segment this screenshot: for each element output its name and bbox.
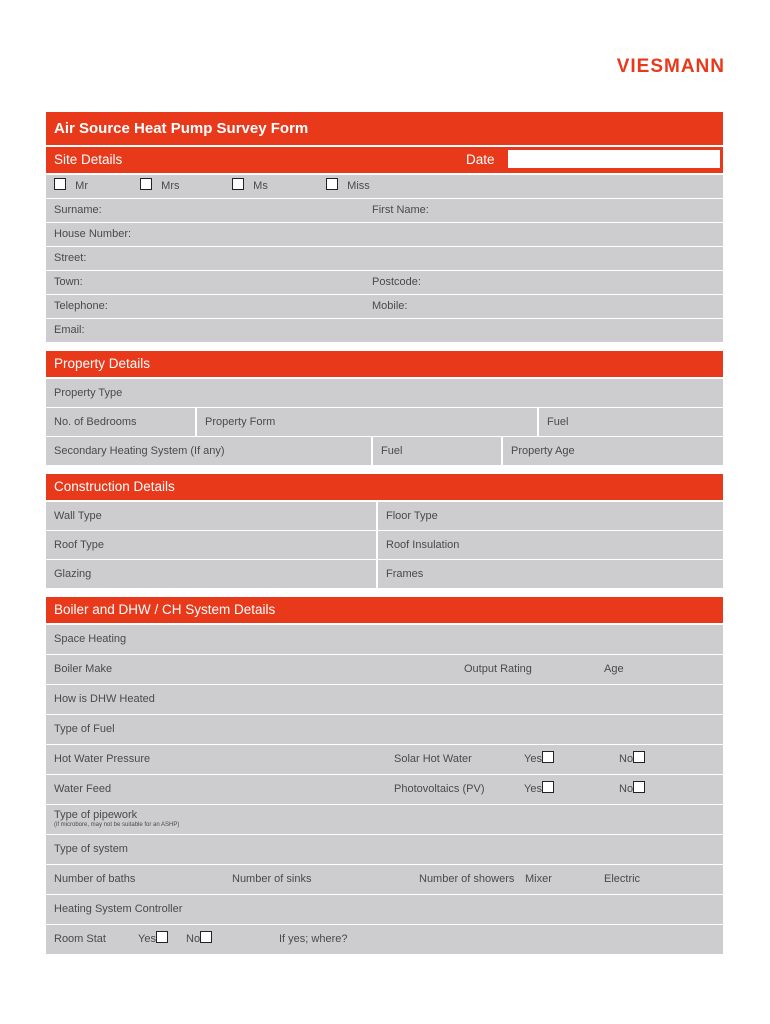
secondary-heating-row [46,437,723,465]
wall-row [46,502,723,530]
postcode-label: Postcode: [372,276,421,288]
controller-label: Heating System Controller [54,903,183,915]
title-row [46,175,723,198]
room-stat-no-option[interactable]: No [178,925,212,954]
street-row[interactable] [46,247,723,270]
boiler-make-label: Boiler Make [54,663,113,675]
glazing-cell[interactable]: Glazing [54,568,92,580]
system-type-row[interactable] [46,835,723,864]
checkbox-icon[interactable] [542,781,554,793]
mixer-label: Mixer [525,873,552,885]
property-form-cell[interactable]: Property Form [195,408,537,436]
frames-cell[interactable]: Frames [376,560,723,588]
wall-type-cell[interactable]: Wall Type [54,510,102,522]
telephone-row[interactable] [46,295,723,318]
room-stat-yes-option[interactable]: Yes [130,925,168,954]
showers-label: Number of showers [419,873,515,885]
space-heating-row[interactable] [46,625,723,654]
house-number-label: House Number: [54,228,132,240]
secondary-fuel-cell[interactable]: Fuel [371,437,501,465]
pv-yes-option[interactable]: Yes [516,775,554,804]
pv-label: Photovoltaics (PV) [394,783,485,795]
viessmann-logo: VIESMANN [616,56,725,77]
roof-type-cell[interactable]: Roof Type [54,539,104,551]
solar-no-option[interactable]: No [611,745,645,774]
checkbox-icon[interactable] [200,931,212,943]
checkbox-icon[interactable] [633,751,645,763]
baths-label: Number of baths [54,873,136,885]
output-rating-label: Output Rating [464,663,532,675]
hot-water-pressure-row[interactable] [46,745,723,774]
town-label: Town: [54,276,83,288]
email-row[interactable] [46,319,723,342]
room-stat-row[interactable] [46,925,723,954]
pipework-label: Type of pipework [54,809,138,821]
title-option-miss[interactable]: Miss [318,175,370,198]
survey-form [46,112,723,955]
fuel-type-row[interactable] [46,715,723,744]
roof-insulation-cell[interactable]: Roof Insulation [376,531,723,559]
town-row[interactable] [46,271,723,294]
title-option-ms[interactable]: Ms [224,175,268,198]
glazing-row [46,560,723,588]
boiler-make-row[interactable] [46,655,723,684]
room-stat-label: Room Stat [54,933,106,945]
boiler-details-header: Boiler and DHW / CH System Details [46,597,723,623]
checkbox-icon[interactable] [232,178,244,190]
site-details-title: Site Details [54,152,123,167]
pipework-note: (if microbore, may not be suitable for an ASHP) [54,822,180,828]
site-details-header [46,147,723,173]
email-label: Email: [54,324,85,336]
water-feed-row[interactable] [46,775,723,804]
electric-label: Electric [604,873,641,885]
bedrooms-cell[interactable]: No. of Bedrooms [54,416,137,428]
title-option-mrs[interactable]: Mrs [132,175,180,198]
checkbox-icon[interactable] [54,178,66,190]
checkbox-icon[interactable] [542,751,554,763]
checkbox-icon[interactable] [156,931,168,943]
property-type-label: Property Type [54,387,123,399]
form-title: Air Source Heat Pump Survey Form [46,112,723,145]
first-name-label: First Name: [372,204,429,216]
title-option-mr[interactable]: Mr [46,175,88,198]
roof-row [46,531,723,559]
checkbox-icon[interactable] [140,178,152,190]
baths-row[interactable] [46,865,723,894]
controller-row[interactable] [46,895,723,924]
construction-details-header: Construction Details [46,474,723,500]
secondary-heating-cell[interactable]: Secondary Heating System (If any) [54,445,225,457]
surname-row[interactable] [46,199,723,222]
mobile-label: Mobile: [372,300,408,312]
property-age-cell[interactable]: Property Age [501,437,723,465]
solar-hot-water-label: Solar Hot Water [394,753,472,765]
fuel-cell[interactable]: Fuel [537,408,723,436]
hot-water-pressure-label: Hot Water Pressure [54,753,151,765]
fuel-type-label: Type of Fuel [54,723,115,735]
solar-yes-option[interactable]: Yes [516,745,554,774]
floor-type-cell[interactable]: Floor Type [376,502,723,530]
dhw-label: How is DHW Heated [54,693,155,705]
checkbox-icon[interactable] [633,781,645,793]
water-feed-label: Water Feed [54,783,112,795]
checkbox-icon[interactable] [326,178,338,190]
sinks-label: Number of sinks [232,873,312,885]
system-type-label: Type of system [54,843,128,855]
if-yes-label: If yes; where? [279,933,348,945]
pv-no-option[interactable]: No [611,775,645,804]
bedrooms-row [46,408,723,436]
street-label: Street: [54,252,87,264]
telephone-label: Telephone: [54,300,108,312]
date-field[interactable] [508,150,720,168]
pipework-row[interactable] [46,805,723,834]
dhw-row[interactable] [46,685,723,714]
boiler-age-label: Age [604,663,624,675]
surname-label: Surname: [54,204,102,216]
property-type-row[interactable] [46,379,723,407]
house-number-row[interactable] [46,223,723,246]
space-heating-label: Space Heating [54,633,127,645]
date-label: Date [466,152,495,167]
property-details-header: Property Details [46,351,723,377]
